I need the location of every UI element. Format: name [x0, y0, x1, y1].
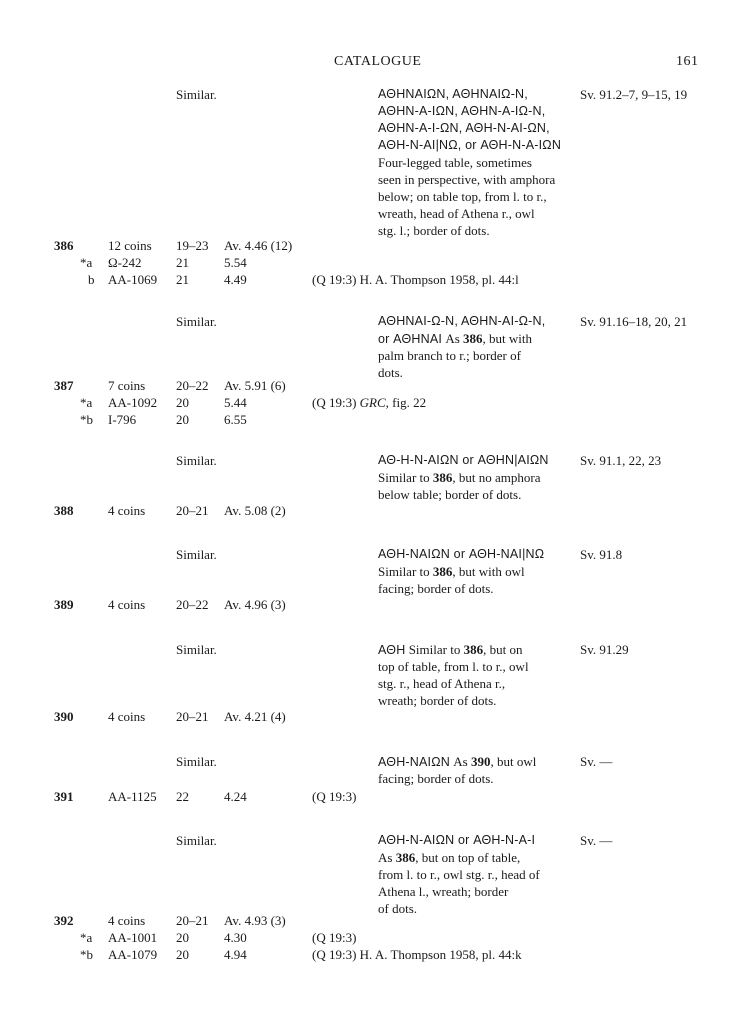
cross-reference: 386 — [432, 470, 453, 485]
reverse-legend: ΑΘ-Η-Ν-ΑΙΩΝ or ΑΘΗΝ|ΑΙΩΝ — [378, 453, 549, 467]
die-axis: 22 — [176, 789, 189, 804]
weight: 5.44 — [224, 395, 247, 410]
reverse-description: Four-legged table, sometimes — [378, 155, 532, 170]
reverse-legend: ΑΘΗ — [378, 643, 406, 657]
die-axis: 19–23 — [176, 238, 209, 253]
svoronos-reference: Sv. 91.2–7, 9–15, 19 — [580, 87, 688, 102]
obverse-description: Similar. — [176, 642, 217, 657]
svoronos-reference: Sv. 91.29 — [580, 642, 629, 657]
coin-mark: *a — [80, 930, 93, 945]
cross-reference: 386 — [395, 850, 416, 865]
obverse-description: Similar. — [176, 833, 217, 848]
coin-count: 4 coins — [108, 709, 146, 724]
inventory-number: AA-1069 — [108, 272, 158, 287]
reverse-description: Similar to 386, but no amphora — [378, 470, 541, 485]
cross-reference: 390 — [470, 754, 491, 769]
die-axis: 20 — [176, 412, 189, 427]
reverse-description: Similar to 386, but with owl — [378, 564, 525, 579]
reverse-description: top of table, from l. to r., owl — [378, 659, 529, 674]
coin-count: 4 coins — [108, 597, 146, 612]
reverse-description: below; on table top, from l. to r., — [378, 189, 547, 204]
die-axis: 20 — [176, 930, 189, 945]
page-number: 161 — [676, 54, 699, 69]
reverse-description: below table; border of dots. — [378, 487, 522, 502]
reverse-description: wreath; border of dots. — [378, 693, 497, 708]
inventory-number: AA-1092 — [108, 395, 158, 410]
reverse-legend: ΑΘΗ-Ν-ΑΙ|ΝΩ, or ΑΘΗ-Ν-Α-ΙΩΝ — [378, 138, 562, 152]
die-axis: 20–21 — [176, 503, 209, 518]
average-weight: Av. 4.46 (12) — [224, 238, 293, 253]
obverse-description: Similar. — [176, 547, 217, 562]
average-weight: Av. 4.96 (3) — [224, 597, 286, 612]
reverse-description: or ΑΘΗΝΑΙ As 386, but with — [378, 331, 532, 346]
reverse-description: of dots. — [378, 901, 417, 916]
reverse-description: seen in perspective, with amphora — [378, 172, 556, 187]
coin-count: 7 coins — [108, 378, 146, 393]
die-axis: 21 — [176, 272, 189, 287]
reverse-legend: or ΑΘΗΝΑΙ — [378, 332, 443, 346]
weight: 4.24 — [224, 789, 247, 804]
die-axis: 20 — [176, 395, 189, 410]
context-reference: (Q 19:3) — [312, 789, 357, 804]
inventory-number: Ω-242 — [108, 255, 142, 270]
average-weight: Av. 4.93 (3) — [224, 913, 286, 928]
catalogue-number: 389 — [54, 597, 74, 612]
die-axis: 20–21 — [176, 709, 209, 724]
reverse-description: facing; border of dots. — [378, 581, 494, 596]
reverse-description: ΑΘΗ-ΝΑΙΩΝ As 390, but owl — [378, 754, 537, 769]
obverse-description: Similar. — [176, 87, 217, 102]
reverse-description: from l. to r., owl stg. r., head of — [378, 867, 540, 882]
inventory-number: AA-1125 — [108, 789, 157, 804]
obverse-description: Similar. — [176, 754, 217, 769]
context-reference: (Q 19:3) H. A. Thompson 1958, pl. 44:l — [312, 272, 519, 287]
catalogue-number: 392 — [54, 913, 74, 928]
svoronos-reference: Sv. 91.16–18, 20, 21 — [580, 314, 688, 329]
weight: 4.49 — [224, 272, 247, 287]
page-title: CATALOGUE — [334, 54, 422, 69]
cross-reference: 386 — [463, 642, 484, 657]
reverse-description: stg. l.; border of dots. — [378, 223, 490, 238]
reverse-description: ΑΘΗ Similar to 386, but on — [378, 642, 523, 657]
reverse-legend: ΑΘΗΝ-Α-Ι-ΩΝ, ΑΘΗ-Ν-ΑΙ-ΩΝ, — [378, 121, 550, 135]
reverse-description: As 386, but on top of table, — [378, 850, 521, 865]
coin-mark: *b — [80, 947, 93, 962]
weight: 5.54 — [224, 255, 247, 270]
reverse-description: Athena l., wreath; border — [378, 884, 509, 899]
reverse-legend: ΑΘΗ-ΝΑΙΩΝ — [378, 755, 450, 769]
die-axis: 20–21 — [176, 913, 209, 928]
average-weight: Av. 5.91 (6) — [224, 378, 286, 393]
cross-reference: 386 — [463, 331, 483, 346]
coin-mark: *b — [80, 412, 93, 427]
reverse-legend: ΑΘΗΝΑΙΩΝ, ΑΘΗΝΑΙΩ-Ν, — [378, 87, 528, 101]
catalogue-number: 391 — [54, 789, 74, 804]
coin-mark: b — [88, 272, 95, 287]
context-reference: (Q 19:3) GRC, fig. 22 — [312, 395, 427, 410]
inventory-number: AA-1079 — [108, 947, 158, 962]
reverse-description: wreath, head of Athena r., owl — [378, 206, 535, 221]
average-weight: Av. 5.08 (2) — [224, 503, 286, 518]
average-weight: Av. 4.21 (4) — [224, 709, 286, 724]
reverse-legend: ΑΘΗ-ΝΑΙΩΝ or ΑΘΗ-ΝΑΙ|ΝΩ — [378, 547, 545, 561]
context-reference: (Q 19:3) — [312, 930, 357, 945]
weight: 6.55 — [224, 412, 247, 427]
weight: 4.94 — [224, 947, 247, 962]
die-axis: 20–22 — [176, 597, 209, 612]
svoronos-reference: Sv. — — [580, 754, 613, 769]
svoronos-reference: Sv. 91.8 — [580, 547, 623, 562]
inventory-number: I-796 — [108, 412, 137, 427]
weight: 4.30 — [224, 930, 247, 945]
die-axis: 21 — [176, 255, 189, 270]
svoronos-reference: Sv. — — [580, 833, 613, 848]
reverse-description: dots. — [378, 365, 403, 380]
obverse-description: Similar. — [176, 453, 217, 468]
reverse-description: facing; border of dots. — [378, 771, 494, 786]
die-axis: 20–22 — [176, 378, 209, 393]
catalogue-number: 390 — [54, 709, 74, 724]
coin-count: 4 coins — [108, 913, 146, 928]
reverse-description: stg. r., head of Athena r., — [378, 676, 506, 691]
coin-count: 12 coins — [108, 238, 152, 253]
reverse-legend: ΑΘΗΝΑΙ-Ω-Ν, ΑΘΗΝ-ΑΙ-Ω-Ν, — [378, 314, 546, 328]
coin-mark: *a — [80, 395, 93, 410]
cross-reference: 386 — [432, 564, 453, 579]
catalogue-number: 388 — [54, 503, 74, 518]
context-reference: (Q 19:3) H. A. Thompson 1958, pl. 44:k — [312, 947, 522, 962]
coin-count: 4 coins — [108, 503, 146, 518]
reverse-description: palm branch to r.; border of — [378, 348, 521, 363]
reverse-legend: ΑΘΗ-Ν-ΑΙΩΝ or ΑΘΗ-Ν-Α-Ι — [378, 833, 536, 847]
inventory-number: AA-1001 — [108, 930, 158, 945]
svoronos-reference: Sv. 91.1, 22, 23 — [580, 453, 662, 468]
die-axis: 20 — [176, 947, 189, 962]
coin-mark: *a — [80, 255, 93, 270]
catalogue-number: 386 — [54, 238, 74, 253]
catalogue-number: 387 — [54, 378, 74, 393]
obverse-description: Similar. — [176, 314, 217, 329]
reverse-legend: ΑΘΗΝ-Α-ΙΩΝ, ΑΘΗΝ-Α-ΙΩ-Ν, — [378, 104, 546, 118]
